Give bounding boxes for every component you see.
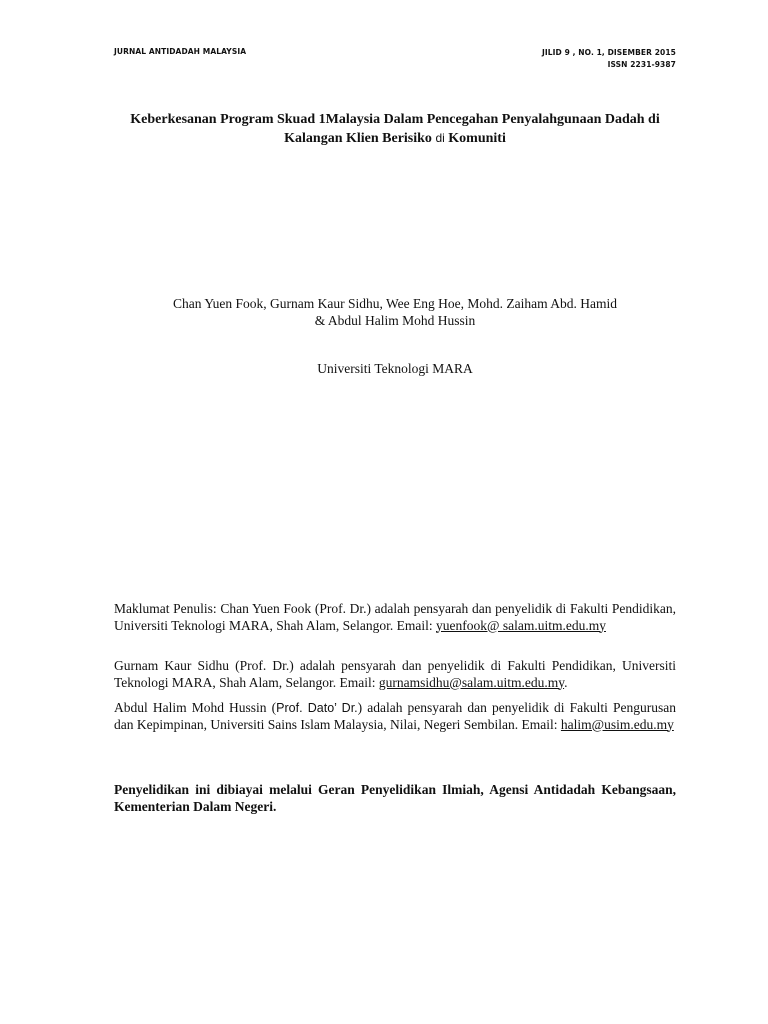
email-link-1[interactable]: yuenfook@ salam.uitm.edu.my	[436, 617, 606, 633]
title-line-2-b: Komuniti	[444, 131, 506, 146]
author-info-3-text: ) adalah pensyarah dan penyelidik di Fakulti Pengurusan dan Kepimpinan, Universiti Sains Islam Malaysia, Nilai, Negeri Sembilan. Email:	[114, 700, 676, 732]
issue-info	[542, 47, 676, 71]
title-line-1: Keberkesanan Program Skuad 1Malaysia Dalam Pencegahan Penyalahgunaan Dadah di	[130, 112, 660, 127]
title-line-2	[114, 129, 676, 148]
authors-line-1: Chan Yuen Fook, Gurnam Kaur Sidhu, Wee Eng Hoe, Mohd. Zaiham Abd. Hamid	[173, 296, 617, 311]
author-info-2-text: Gurnam Kaur Sidhu (Prof. Dr.) adalah pensyarah dan penyelidik di Fakulti Pendidikan, Universiti Teknologi MARA, Shah Alam, Selangor. Email:	[114, 658, 676, 690]
authors-line-2: & Abdul Halim Mohd Hussin	[314, 313, 476, 328]
journal-name: JURNAL ANTIDADAH MALAYSIA	[114, 47, 247, 56]
title-line-2-di: di	[435, 131, 445, 145]
issue-volume: JILID 9 , NO. 1, DISEMBER 2015	[541, 48, 676, 57]
author-info-3	[114, 700, 676, 733]
affiliation: Universiti Teknologi MARA	[317, 361, 473, 376]
author-info-2-end: .	[564, 674, 568, 690]
author-info-1-text: Maklumat Penulis: Chan Yuen Fook (Prof. Dr.) adalah pensyarah dan penyelidik di Fakulti Pendidikan, Universiti Teknologi MARA, Shah Alam, Selangor. Email:	[114, 601, 676, 633]
author-info-3-title: Prof. Dato’ Dr.	[276, 701, 358, 715]
funding-statement: Penyelidikan ini dibiayai melalui Geran Penyelidikan Ilmiah, Agensi Antidadah Kebangsaan, Kementerian Dalam Negeri.	[114, 782, 676, 814]
author-list	[114, 295, 676, 329]
title-line-2-a: Kalangan Klien Berisiko	[284, 131, 436, 146]
author-info-1	[114, 601, 676, 634]
email-link-2[interactable]: gurnamsidhu@salam.uitm.edu.my	[378, 674, 565, 690]
paper-title	[114, 111, 676, 148]
issn: ISSN 2231-9387	[607, 60, 676, 69]
author-info-3-name: Abdul Halim Mohd Hussin (	[114, 700, 277, 715]
email-link-3[interactable]: halim@usim.edu.my	[560, 716, 674, 732]
author-info-2	[114, 658, 676, 691]
